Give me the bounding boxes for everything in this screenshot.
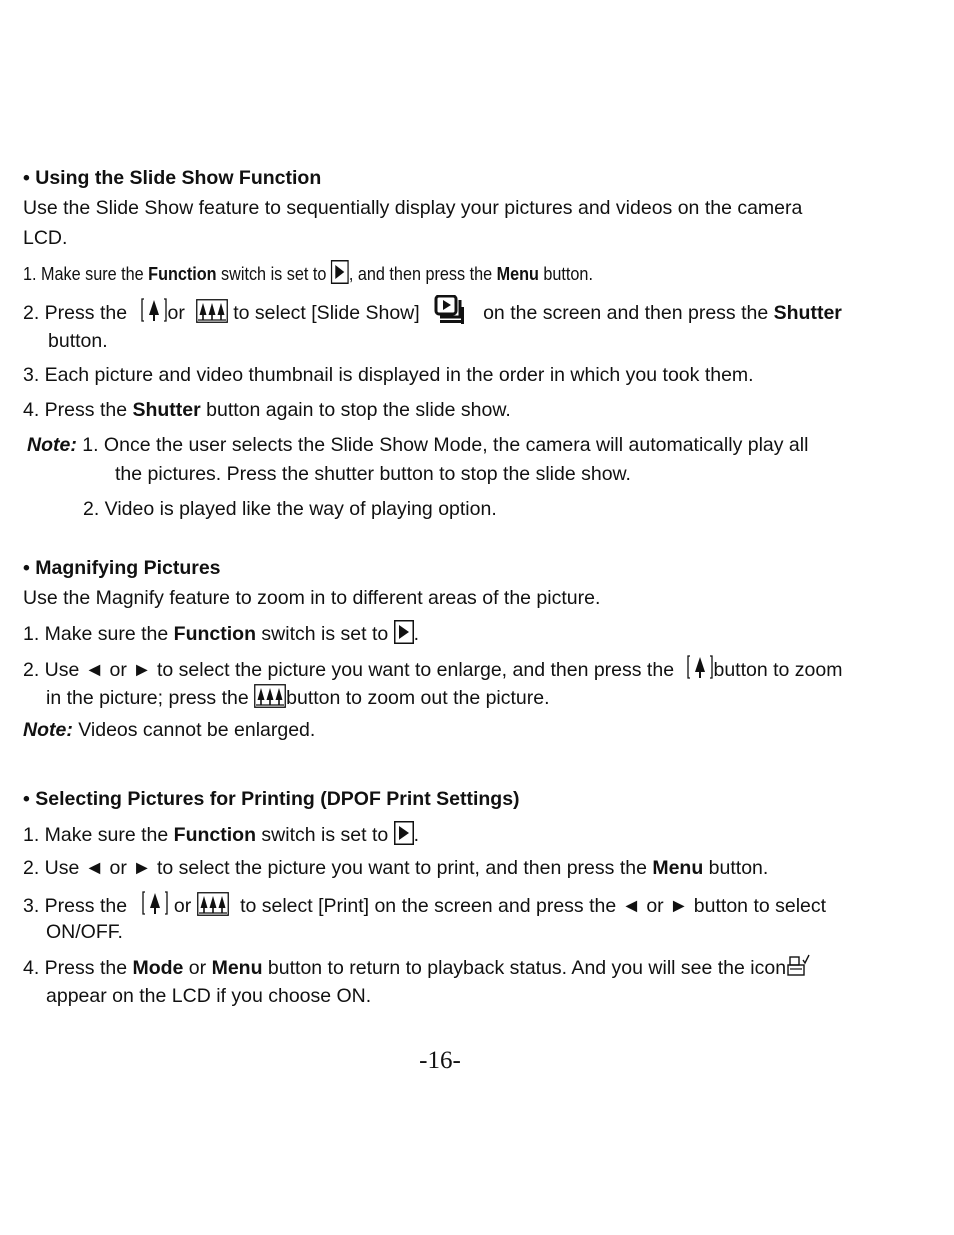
- text: 3. Press the: [23, 895, 133, 917]
- magnify-step-2: [23, 654, 842, 682]
- function-label: Function: [173, 824, 256, 846]
- slideshow-step-3: 3. Each picture and video thumbnail is displayed in the order in which you took them.: [23, 364, 754, 386]
- text: Videos cannot be enlarged.: [72, 719, 316, 741]
- text: button again to stop the slide show.: [200, 399, 511, 421]
- text: button.: [703, 857, 769, 879]
- slideshow-intro-line1: Use the Slide Show feature to sequentially display your pictures and videos on the camera: [23, 197, 803, 219]
- dpof-step-3-cont: ON/OFF.: [46, 921, 123, 943]
- section-heading-slideshow: • Using the Slide Show Function: [23, 167, 322, 189]
- text: 4. Press the: [23, 957, 133, 979]
- text: 4. Press the: [23, 399, 133, 421]
- section-heading-dpof: • Selecting Pictures for Printing (DPOF Print Settings): [23, 788, 520, 810]
- text: 2. Press the: [23, 302, 133, 324]
- section-heading-magnify: • Magnifying Pictures: [23, 557, 221, 579]
- text: button to zoom out the picture.: [286, 687, 550, 709]
- slideshow-intro-line2: LCD.: [23, 227, 68, 249]
- text: 1. Make sure the: [23, 824, 174, 846]
- magnify-step-1: [23, 620, 419, 646]
- play-icon: [331, 260, 349, 284]
- text: to select [Slide Show]: [227, 302, 420, 324]
- dpof-step-1: [23, 821, 419, 847]
- slideshow-note-1-cont: the pictures. Press the shutter button to stop the slide show.: [115, 463, 631, 485]
- text: button to return to playback status. And you will see the icon: [262, 957, 787, 979]
- print-icon: [786, 954, 810, 978]
- zoom-out-trees-icon: [254, 684, 286, 708]
- text: 1. Make sure the: [23, 264, 149, 284]
- page-number: -16-: [419, 1047, 461, 1074]
- text: switch is set to: [216, 264, 331, 284]
- magnify-note: [23, 718, 315, 742]
- text: 2. Use ◄ or ► to select the picture you want to enlarge, and then press the: [23, 659, 680, 681]
- shutter-label: Shutter: [773, 302, 842, 324]
- slideshow-step-1: [23, 260, 593, 286]
- slideshow-note-2: 2. Video is played like the way of playing option.: [83, 498, 497, 520]
- slideshow-icon: [434, 295, 466, 325]
- dpof-step-4: [23, 954, 810, 980]
- text: or: [168, 895, 197, 917]
- mode-label: Mode: [132, 957, 184, 979]
- dpof-step-4-cont: appear on the LCD if you choose ON.: [46, 985, 372, 1007]
- note-label: Note:: [27, 434, 77, 456]
- function-label: Function: [148, 264, 217, 284]
- slideshow-step-2-cont: button.: [48, 330, 108, 352]
- zoom-in-tree-icon: [141, 297, 167, 323]
- menu-label: Menu: [211, 957, 263, 979]
- text: or: [183, 957, 212, 979]
- text: button to zoom: [713, 659, 843, 681]
- slideshow-step-2: [23, 295, 842, 325]
- dpof-step-3: [23, 890, 826, 918]
- text: 1. Make sure the: [23, 623, 174, 645]
- note-label: Note:: [23, 719, 73, 741]
- play-icon: [394, 620, 414, 644]
- play-icon: [394, 821, 414, 845]
- text: .: [413, 824, 420, 846]
- text: switch is set to: [256, 824, 394, 846]
- magnify-step-2-cont: [46, 684, 550, 710]
- menu-label: Menu: [496, 264, 539, 284]
- text: button.: [538, 264, 593, 284]
- zoom-out-trees-icon: [196, 299, 228, 323]
- slideshow-note-1: [27, 433, 808, 457]
- function-label: Function: [173, 623, 256, 645]
- text: or: [167, 302, 185, 324]
- text: on the screen and then press the: [477, 302, 774, 324]
- magnify-intro: Use the Magnify feature to zoom in to different areas of the picture.: [23, 587, 601, 609]
- text: to select [Print] on the screen and press the ◄ or ► button to select: [234, 895, 827, 917]
- text: in the picture; press the: [46, 687, 255, 709]
- dpof-step-2: [23, 856, 768, 880]
- zoom-in-tree-icon: [142, 890, 168, 916]
- shutter-label: Shutter: [132, 399, 201, 421]
- text: , and then press the: [348, 264, 497, 284]
- text: 1. Once the user selects the Slide Show Mode, the camera will automatically play all: [76, 434, 809, 456]
- menu-label: Menu: [652, 857, 704, 879]
- text: .: [413, 623, 420, 645]
- zoom-out-trees-icon: [197, 892, 229, 916]
- text: 2. Use ◄ or ► to select the picture you want to print, and then press the: [23, 857, 653, 879]
- zoom-in-tree-icon: [687, 654, 713, 680]
- slideshow-step-4: [23, 398, 511, 422]
- text: switch is set to: [256, 623, 394, 645]
